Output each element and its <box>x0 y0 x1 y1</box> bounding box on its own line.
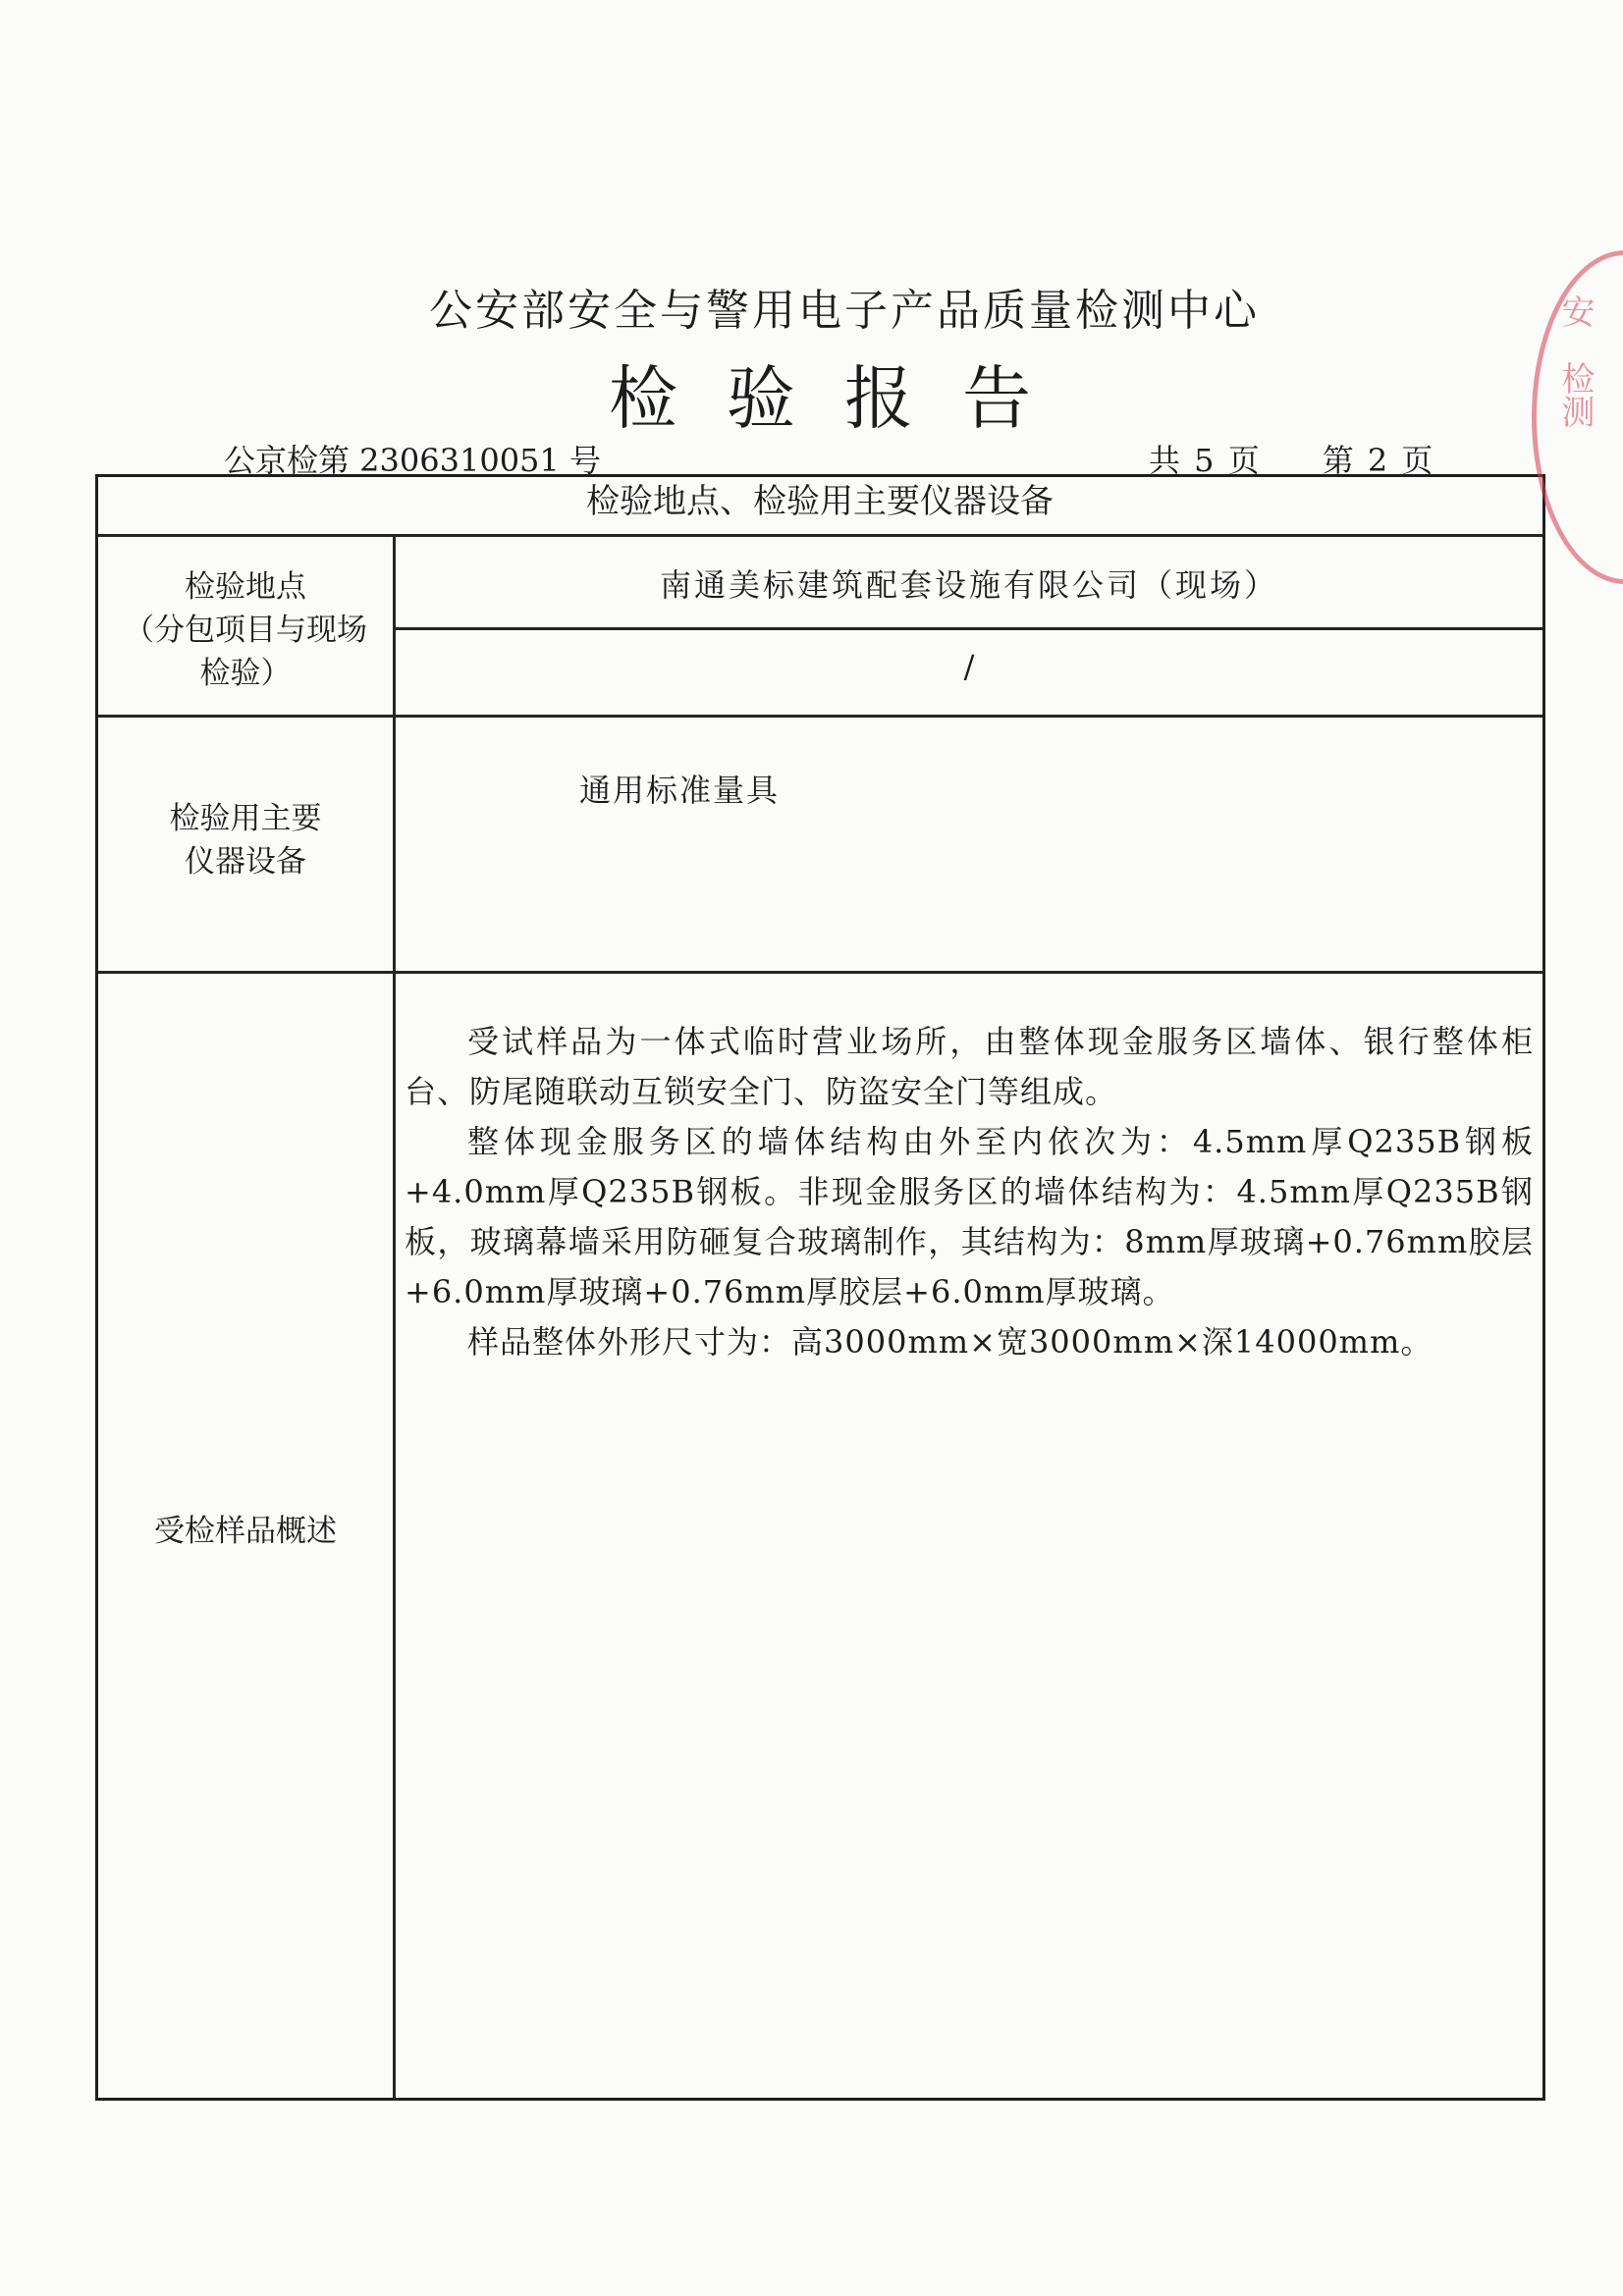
description-paragraph: 样品整体外形尺寸为：高3000mm×宽3000mm×深14000mm。 <box>467 1323 1434 1361</box>
description-paragraph: 受试样品为一体式临时营业场所，由整体现金服务区墙体、银行整体柜台、防尾随联动互锁安全门、防盗安全门等组成。 <box>405 1023 1534 1110</box>
description-paragraph: 整体现金服务区的墙体结构由外至内依次为：4.5mm厚Q235B钢板+4.0mm厚Q235B钢板。非现金服务区的墙体结构为：4.5mm厚Q235B钢板，玻璃幕墙采用防砸复合玻璃制作，其结构为：8mm厚玻璃+0.76mm胶层+6.0mm厚玻璃+0.76mm厚胶层+6.0mm厚玻璃。 <box>405 1123 1534 1310</box>
seal-stamp-text: 安 检测 <box>1555 294 1595 428</box>
report-title: 检验报告 <box>609 358 1080 439</box>
section-title: 检验地点、检验用主要仪器设备 <box>586 482 1054 521</box>
table-rule <box>98 715 1542 718</box>
location-label: 检验地点 （分包项目与现场 检验） <box>124 569 367 691</box>
location-sub-value: / <box>963 648 975 685</box>
equipment-value: 通用标准量具 <box>579 772 781 809</box>
table-rule <box>396 627 1542 630</box>
table-rule <box>98 534 1542 537</box>
page-info: 共 5 页 第 2 页 <box>1149 442 1434 479</box>
location-value: 南通美标建筑配套设施有限公司（现场） <box>659 566 1278 604</box>
report-number: 公京检第 2306310051 号 <box>224 442 601 479</box>
organization-name: 公安部安全与警用电子产品质量检测中心 <box>429 286 1260 336</box>
table-column-rule <box>393 534 396 2101</box>
table-rule <box>98 971 1542 974</box>
equipment-label: 检验用主要 仪器设备 <box>169 801 322 880</box>
sample-description <box>405 1017 1534 1367</box>
sample-label: 受检样品概述 <box>154 1514 337 1549</box>
